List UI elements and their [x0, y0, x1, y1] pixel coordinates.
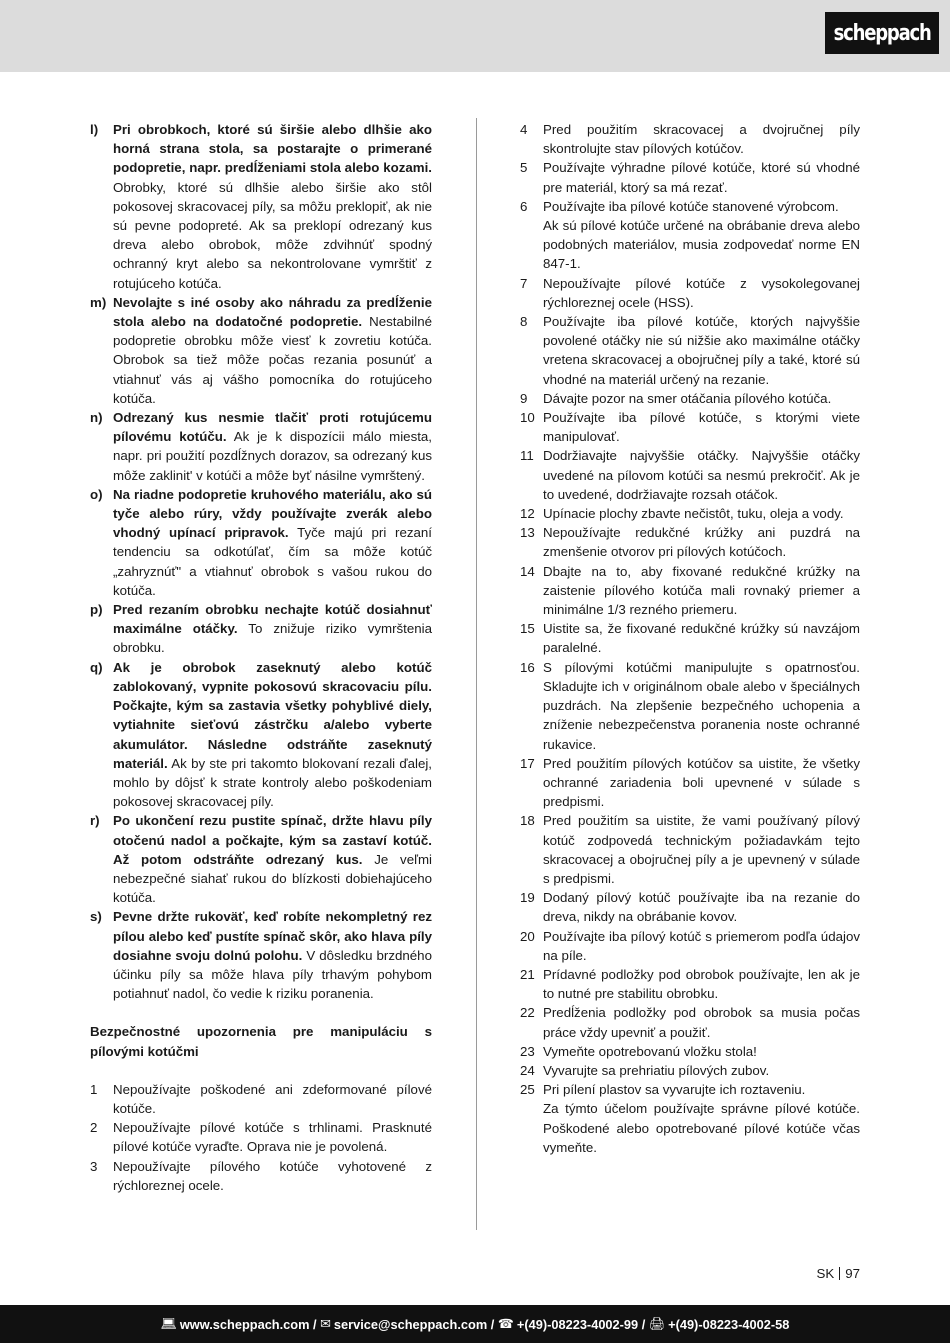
- item-body-text: Tyče majú pri rezaní tendenciu sa odkotúľať, čím sa môže kotúč „zahryznúť" a vtiahnuť obrobok s vašou rukou do kotúča.: [113, 525, 432, 598]
- item-text: [543, 504, 860, 523]
- numbered-item: [90, 1118, 432, 1156]
- numbered-item: [520, 1061, 860, 1080]
- item-number: 11: [520, 448, 534, 464]
- item-text: [543, 1042, 860, 1061]
- item-bold-text: Na riadne podopretie kruhového materiálu, ako sú tyče alebo rúry, vždy používajte zverák alebo vhodný upínací pripravok.: [113, 486, 432, 541]
- lettered-item: [90, 293, 432, 408]
- numbered-item: [520, 389, 860, 408]
- lettered-item: [90, 120, 432, 293]
- item-number: 7: [520, 275, 528, 291]
- footer-separator: /: [309, 1316, 321, 1332]
- numbered-item: [520, 504, 860, 523]
- numbered-item: [520, 1080, 860, 1157]
- item-bold-text: Pred rezaním obrobku nechajte kotúč dosiahnuť maximálne otáčky.: [113, 602, 432, 637]
- item-text: [543, 1003, 860, 1041]
- item-body-text: Nepoužívajte pílové kotúče s trhlinami. Prasknuté pílové kotúče vyraďte. Oprava nie je povolená.: [113, 1120, 432, 1155]
- item-bold-text: Po ukončení rezu pustite spínač, držte hlavu píly otočenú nadol a počkajte, kým sa zastaví kotúč. Až potom odstráňte odrezaný kus.: [113, 813, 432, 867]
- item-text: [113, 811, 432, 907]
- item-text: [113, 120, 432, 293]
- item-text: [113, 600, 432, 658]
- item-text: [113, 485, 432, 600]
- page-language: SK: [816, 1266, 835, 1281]
- numbered-item: [520, 927, 860, 965]
- footer-website: www.scheppach.com: [179, 1316, 310, 1332]
- item-body-text: Prídavné podložky pod obrobok používajte, len ak je to nutné pre stabilitu obrobku.: [543, 966, 860, 1002]
- item-body-text: Predĺženia podložky pod obrobok sa musia počas práce vždy upevniť a použiť.: [543, 1005, 860, 1040]
- item-text: [113, 907, 432, 1003]
- left-column: [90, 120, 432, 1195]
- item-number: 13: [520, 525, 535, 541]
- numbered-item: [520, 120, 860, 158]
- item-body-text: Obrobky, ktoré sú dlhšie alebo širšie ako stôl pokosovej skracovacej píly, sa môžu preklopiť, ak nie sú pevne podopreté. Ak sa preklopí odrezaný kus dreva alebo obrobok, môže zdvihnúť spodný ochranný kryt alebo sa nekontrolovane vymrštiť z rotujúceho kotúča.: [113, 179, 432, 291]
- item-body-text: Pred použitím skracovacej a dvojručnej píly skontrolujte stav pílových kotúčov.: [543, 122, 860, 157]
- column-divider: [476, 118, 477, 1230]
- item-bold-text: Pevne držte rukoväť, keď robíte nekompletný rez pílou alebo keď pustíte spínač skôr, ako hlava píly dosiahne svoju dolnú polohu.: [113, 909, 432, 963]
- item-text: [543, 562, 860, 620]
- item-number: 2: [90, 1120, 98, 1136]
- numbered-item: [520, 274, 860, 312]
- item-number: 15: [520, 621, 535, 637]
- computer-icon: 💻︎: [160, 1316, 177, 1331]
- item-number: 8: [520, 314, 528, 330]
- item-extra-text: Ak sú pílové kotúče určené na obrábanie dreva alebo podobných materiálov, musia zodpovedať norme EN 847-1.: [543, 218, 860, 272]
- lettered-list: [90, 120, 432, 1003]
- item-body-text: Používajte iba pílové kotúče, s ktorými viete manipulovať.: [543, 410, 860, 445]
- numbered-item: [90, 1080, 432, 1118]
- item-text: [113, 408, 432, 485]
- item-text: [543, 274, 860, 312]
- item-number: 20: [520, 928, 535, 944]
- item-bold-text: Odrezaný kus nesmie tlačiť proti rotujúcemu pílovému kotúču.: [113, 410, 432, 445]
- footer-email: service@scheppach.com: [333, 1316, 488, 1332]
- page-number: [760, 1265, 860, 1283]
- item-number: 21: [520, 966, 535, 982]
- item-text: [543, 1061, 860, 1080]
- item-marker: l): [90, 122, 99, 137]
- numbered-item: [520, 562, 860, 620]
- lettered-item: [90, 600, 432, 658]
- item-marker: n): [90, 410, 103, 426]
- item-body-text: Nepoužívajte pílového kotúče vyhotovené z rýchloreznej ocele.: [113, 1158, 432, 1193]
- footer-phone: +(49)-08223-4002-99: [516, 1316, 639, 1332]
- right-column: [520, 120, 860, 1157]
- item-number: 16: [520, 659, 535, 675]
- item-text: [113, 293, 432, 408]
- numbered-item: [520, 158, 860, 196]
- item-body-text: Pri pílení plastov sa vyvarujte ich roztaveniu.: [543, 1082, 806, 1098]
- item-body-text: Vyvarujte sa prehriatiu pílových zubov.: [543, 1062, 770, 1078]
- item-body-text: Používajte výhradne pílové kotúče, ktoré sú vhodné pre materiál, ktorý sa má rezať.: [543, 160, 860, 195]
- item-body-text: Používajte iba pílový kotúč s priemerom podľa údajov na píle.: [543, 928, 860, 963]
- item-body-text: Používajte iba pílové kotúče stanovené výrobcom.: [543, 198, 839, 214]
- item-text: [543, 389, 860, 408]
- item-number: 10: [520, 410, 535, 426]
- footer-separator: /: [487, 1316, 498, 1332]
- item-body-text: Používajte iba pílové kotúče, ktorých najvyššie povolené otáčky nie sú nižšie ako maximálne otáčky vretena skracovacej a obojručnej píly a také, ktoré sú vhodné na materiál určený na rezanie.: [543, 314, 860, 387]
- fax-icon: 🖨︎: [648, 1316, 666, 1331]
- footer-fax: +(49)-08223-4002-58: [668, 1316, 790, 1332]
- header-band: [0, 0, 950, 72]
- item-body-text: V dôsledku brzdného účinku píly sa môže hlava píly trhavým pohybom potiahnuť nadol, čo vedie k riziku poranenia.: [113, 947, 432, 1002]
- item-text: [543, 446, 860, 504]
- numbered-item: [520, 1003, 860, 1041]
- item-body-text: Nepoužívajte poškodené ani zdeformované pílové kotúče.: [113, 1081, 432, 1116]
- numbered-list-left: [90, 1080, 432, 1195]
- item-text: [543, 965, 860, 1003]
- numbered-item: [520, 1042, 860, 1061]
- item-bold-text: Ak je obrobok zaseknutý alebo kotúč zablokovaný, vypnite pokosovú skracovaciu pílu. Počkajte, kým sa zastavia všetky pohyblivé diely, vytiahnite sieťovú zástrčku a/alebo vyberte akumulátor. Následne odstráňte zaseknutý materiál.: [113, 659, 432, 771]
- lettered-item: [90, 811, 432, 907]
- item-number: 24: [520, 1062, 535, 1078]
- item-number: 9: [520, 390, 528, 406]
- item-marker: q): [90, 659, 103, 675]
- item-bold-text: Pri obrobkoch, ktoré sú širšie alebo dlhšie ako horná strana stola, sa postarajte o primerané podopretie, napr. predĺženiami stola alebo kozami.: [113, 122, 432, 176]
- item-text: [113, 1080, 432, 1118]
- item-body-text: Upínacie plochy zbavte nečistôt, tuku, oleja a vody.: [543, 506, 844, 522]
- item-text: [543, 158, 860, 196]
- item-text: [113, 1157, 432, 1195]
- item-marker: o): [90, 486, 103, 502]
- item-number: 14: [520, 563, 535, 579]
- item-body-text: Ak by ste pri takomto blokovaní rezali ďalej, mohlo by dôjsť k strate kontroly alebo poškodeniam pokosovej skracovacej píly.: [113, 755, 432, 810]
- item-body-text: S pílovými kotúčmi manipulujte s opatrnosťou. Skladujte ich v originálnom obale alebo v špeciálnych puzdrách. Na zlepšenie bezpečného uchopenia a zníženie nebezpečenstva poranenia noste ochranné rukavice.: [543, 659, 860, 752]
- lettered-item: [90, 485, 432, 600]
- item-text: [543, 312, 860, 389]
- item-marker: r): [90, 813, 100, 829]
- item-text: [113, 658, 432, 812]
- footer-bar: [0, 1305, 950, 1343]
- item-text: [543, 658, 860, 754]
- item-text: [543, 408, 860, 446]
- item-body-text: Nepoužívajte redukčné krúžky ani puzdrá na zmenšenie otvorov pri pílových kotúčoch.: [543, 525, 860, 560]
- item-body-text: Nepoužívajte pílové kotúče z vysokolegovanej rýchloreznej ocele (HSS).: [543, 275, 860, 310]
- envelope-icon: ✉︎: [320, 1316, 331, 1331]
- item-text: [543, 120, 860, 158]
- item-number: 5: [520, 160, 528, 176]
- item-text: [543, 523, 860, 561]
- item-body-text: Dbajte na to, aby fixované redukčné krúžky na zaistenie pílového kotúča mali rovnaký priemer a minimálne 1/3 rezného priemeru.: [543, 563, 860, 618]
- phone-icon: ☎︎: [497, 1316, 514, 1331]
- numbered-item: [520, 965, 860, 1003]
- footer-separator: /: [638, 1316, 649, 1332]
- numbered-item: [520, 619, 860, 657]
- numbered-item: [520, 658, 860, 754]
- item-marker: s): [90, 909, 102, 925]
- item-number: 18: [520, 813, 535, 829]
- item-number: 23: [520, 1043, 535, 1059]
- item-text: [543, 927, 860, 965]
- numbered-item: [520, 523, 860, 561]
- numbered-list-right: [520, 120, 860, 1157]
- item-body-text: Nestabilné podopretie obrobku môže viesť k zovretiu kotúča. Obrobok sa tiež môže počas rezania posunúť a vtiahnuť vás aj vášho pomocníka do rotujúceho kotúča.: [113, 314, 432, 406]
- numbered-item: [520, 312, 860, 389]
- item-text: [543, 754, 860, 812]
- page-number-value: 97: [845, 1266, 860, 1281]
- brand-logo: [825, 12, 939, 54]
- numbered-item: [90, 1157, 432, 1195]
- item-body-text: Pred použitím pílových kotúčov sa uistite, že všetky ochranné zariadenia boli upevnené v súlade s predpismi.: [543, 755, 860, 810]
- lettered-item: [90, 907, 432, 1003]
- brand-logo-text: scheppach: [833, 20, 931, 46]
- item-text: [113, 1118, 432, 1156]
- item-text: [543, 1080, 860, 1157]
- item-number: 12: [520, 506, 535, 522]
- page-number-separator: [839, 1267, 840, 1280]
- item-marker: m): [90, 294, 107, 310]
- item-number: 6: [520, 198, 528, 214]
- item-text: [543, 197, 860, 274]
- item-body-text: Vymeňte opotrebovanú vložku stola!: [543, 1043, 757, 1059]
- item-body-text: Dodržiavajte najvyššie otáčky. Najvyššie otáčky uvedené na pílovom kotúči sa nesmú prekročiť. Ak je to uvedené, dodržiavajte rozsah otáčok.: [543, 448, 860, 502]
- item-number: 25: [520, 1082, 535, 1098]
- item-extra-text: Za týmto účelom používajte správne pílové kotúče. Poškodené alebo opotrebované pílové kotúče včas vymeňte.: [543, 1101, 860, 1155]
- item-body-text: Dodaný pílový kotúč používajte iba na rezanie do dreva, nikdy na obrábanie kovov.: [543, 890, 860, 925]
- item-number: 22: [520, 1005, 535, 1021]
- numbered-item: [520, 197, 860, 274]
- numbered-item: [520, 888, 860, 926]
- item-text: [543, 888, 860, 926]
- numbered-item: [520, 811, 860, 888]
- item-text: [543, 619, 860, 657]
- item-number: 17: [520, 755, 535, 771]
- lettered-item: [90, 408, 432, 485]
- item-body-text: Je veľmi nebezpečné siahať rukou do blízkosti dobiehajúceho kotúča.: [113, 851, 432, 906]
- item-bold-text: Nevolajte s iné osoby ako náhradu za predĺženie stola alebo na dodatočné podopretie.: [113, 294, 432, 330]
- item-number: 4: [520, 122, 528, 137]
- item-body-text: To znižuje riziko vymrštenia obrobku.: [113, 621, 432, 656]
- item-marker: p): [90, 602, 103, 618]
- item-body-text: Uistite sa, že fixované redukčné krúžky sú navzájom paralelné.: [543, 621, 860, 656]
- numbered-item: [520, 408, 860, 446]
- item-body-text: Dávajte pozor na smer otáčania pílového kotúča.: [543, 390, 832, 406]
- item-text: [543, 811, 860, 888]
- item-body-text: Pred použitím sa uistite, že vami používaný pílový kotúč zodpovedá technickým požiadavkám tejto skracovacej a obojručnej píly a je upevnený v súlade s predpismi.: [543, 813, 860, 886]
- item-number: 3: [90, 1158, 98, 1174]
- item-body-text: Ak je k dispozícii málo miesta, napr. pri použití pozdĺžnych dorazov, sa odrezaný kus môže zaklinit' v kotúči a môže byť násilne vymrštený.: [113, 429, 432, 483]
- item-number: 1: [90, 1081, 98, 1097]
- section-heading: Bezpečnostné upozornenia pre manipuláciu s pílovými kotúčmi: [90, 1024, 432, 1059]
- lettered-item: [90, 658, 432, 812]
- numbered-item: [520, 754, 860, 812]
- item-number: 19: [520, 890, 535, 906]
- numbered-item: [520, 446, 860, 504]
